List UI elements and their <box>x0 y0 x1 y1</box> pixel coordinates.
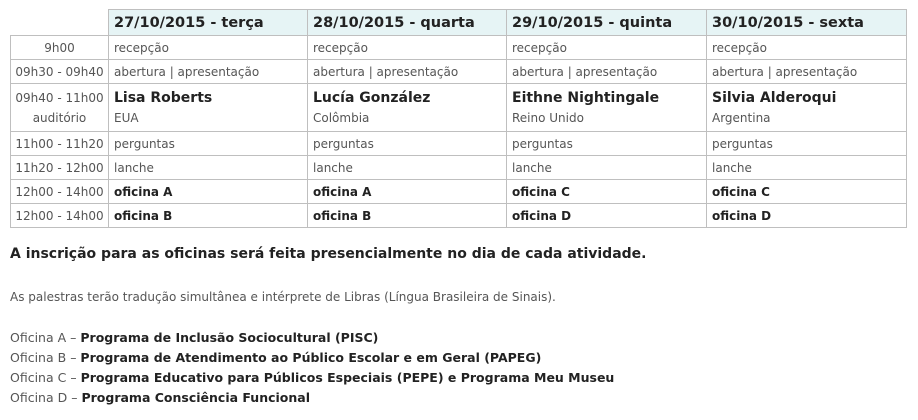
header-row <box>11 10 907 36</box>
schedule-cell: lanche <box>707 156 907 180</box>
table-row <box>11 132 907 156</box>
schedule-cell: lanche <box>507 156 707 180</box>
corner-cell <box>11 10 109 36</box>
table-row <box>11 204 907 228</box>
schedule-cell: abertura | apresentação <box>308 60 507 84</box>
schedule-cell: recepção <box>507 36 707 60</box>
speaker-name: Lisa Roberts <box>114 89 213 106</box>
time-range: 09h40 - 11h00 <box>15 90 104 105</box>
schedule-cell: lanche <box>109 156 308 180</box>
schedule-cell: recepção <box>308 36 507 60</box>
schedule-cell: abertura | apresentação <box>507 60 707 84</box>
speaker-name: Lucía González <box>313 89 431 106</box>
schedule-table <box>10 9 907 228</box>
speaker-name: Eithne Nightingale <box>512 89 660 106</box>
workshop-list <box>10 328 614 408</box>
table-row <box>11 36 907 60</box>
workshop-cell: oficina D <box>707 204 907 228</box>
speaker-cell <box>507 84 707 132</box>
speaker-country: Colômbia <box>313 110 370 125</box>
workshop-cell: oficina C <box>707 180 907 204</box>
time-cell: 11h00 - 11h20 <box>11 132 109 156</box>
list-item <box>10 348 614 368</box>
day-header-4: 30/10/2015 - sexta <box>707 10 907 36</box>
schedule-cell: lanche <box>308 156 507 180</box>
list-item <box>10 388 614 408</box>
schedule-cell: abertura | apresentação <box>707 60 907 84</box>
workshop-dash: – <box>70 330 77 345</box>
time-cell: 09h30 - 09h40 <box>11 60 109 84</box>
workshop-cell: oficina A <box>308 180 507 204</box>
time-cell: 11h20 - 12h00 <box>11 156 109 180</box>
registration-notice: A inscrição para as oficinas será feita presencialmente no dia de cada atividade. <box>10 246 647 262</box>
workshop-code: Oficina C <box>10 370 67 385</box>
schedule-cell: abertura | apresentação <box>109 60 308 84</box>
schedule-cell: perguntas <box>507 132 707 156</box>
day-header-2: 28/10/2015 - quarta <box>308 10 507 36</box>
workshop-dash: – <box>70 350 77 365</box>
schedule-cell: recepção <box>707 36 907 60</box>
workshop-code: Oficina D <box>10 390 68 405</box>
workshop-title: Programa Educativo para Públicos Especiais (PEPE) e Programa Meu Museu <box>80 370 615 385</box>
translation-note: As palestras terão tradução simultânea e intérprete de Libras (Língua Brasileira de Sinais). <box>10 290 556 304</box>
time-cell: 12h00 - 14h00 <box>11 180 109 204</box>
table-row <box>11 60 907 84</box>
workshop-title: Programa de Inclusão Sociocultural (PISC) <box>80 330 379 345</box>
workshop-code: Oficina B <box>10 350 67 365</box>
table-row <box>11 156 907 180</box>
workshop-dash: – <box>70 370 77 385</box>
day-header-1: 27/10/2015 - terça <box>109 10 308 36</box>
schedule-cell: perguntas <box>308 132 507 156</box>
list-item <box>10 328 614 348</box>
list-item <box>10 368 614 388</box>
time-cell <box>11 84 109 132</box>
speaker-name: Silvia Alderoqui <box>712 89 837 106</box>
time-cell: 9h00 <box>11 36 109 60</box>
schedule-cell: perguntas <box>707 132 907 156</box>
schedule-cell: perguntas <box>109 132 308 156</box>
workshop-cell: oficina C <box>507 180 707 204</box>
workshop-code: Oficina A <box>10 330 67 345</box>
workshop-cell: oficina B <box>109 204 308 228</box>
speaker-cell <box>707 84 907 132</box>
schedule-cell: recepção <box>109 36 308 60</box>
time-cell: 12h00 - 14h00 <box>11 204 109 228</box>
speaker-cell <box>109 84 308 132</box>
workshop-cell: oficina A <box>109 180 308 204</box>
workshop-cell: oficina B <box>308 204 507 228</box>
workshop-cell: oficina D <box>507 204 707 228</box>
table-row <box>11 180 907 204</box>
workshop-dash: – <box>71 390 78 405</box>
day-header-3: 29/10/2015 - quinta <box>507 10 707 36</box>
speaker-country: Argentina <box>712 110 771 125</box>
speaker-country: Reino Unido <box>512 110 584 125</box>
speaker-cell <box>308 84 507 132</box>
workshop-title: Programa de Atendimento ao Público Escolar e em Geral (PAPEG) <box>80 350 542 365</box>
workshop-title: Programa Consciência Funcional <box>81 390 311 405</box>
speaker-country: EUA <box>114 110 139 125</box>
venue-label: auditório <box>32 110 87 125</box>
speaker-row <box>11 84 907 132</box>
